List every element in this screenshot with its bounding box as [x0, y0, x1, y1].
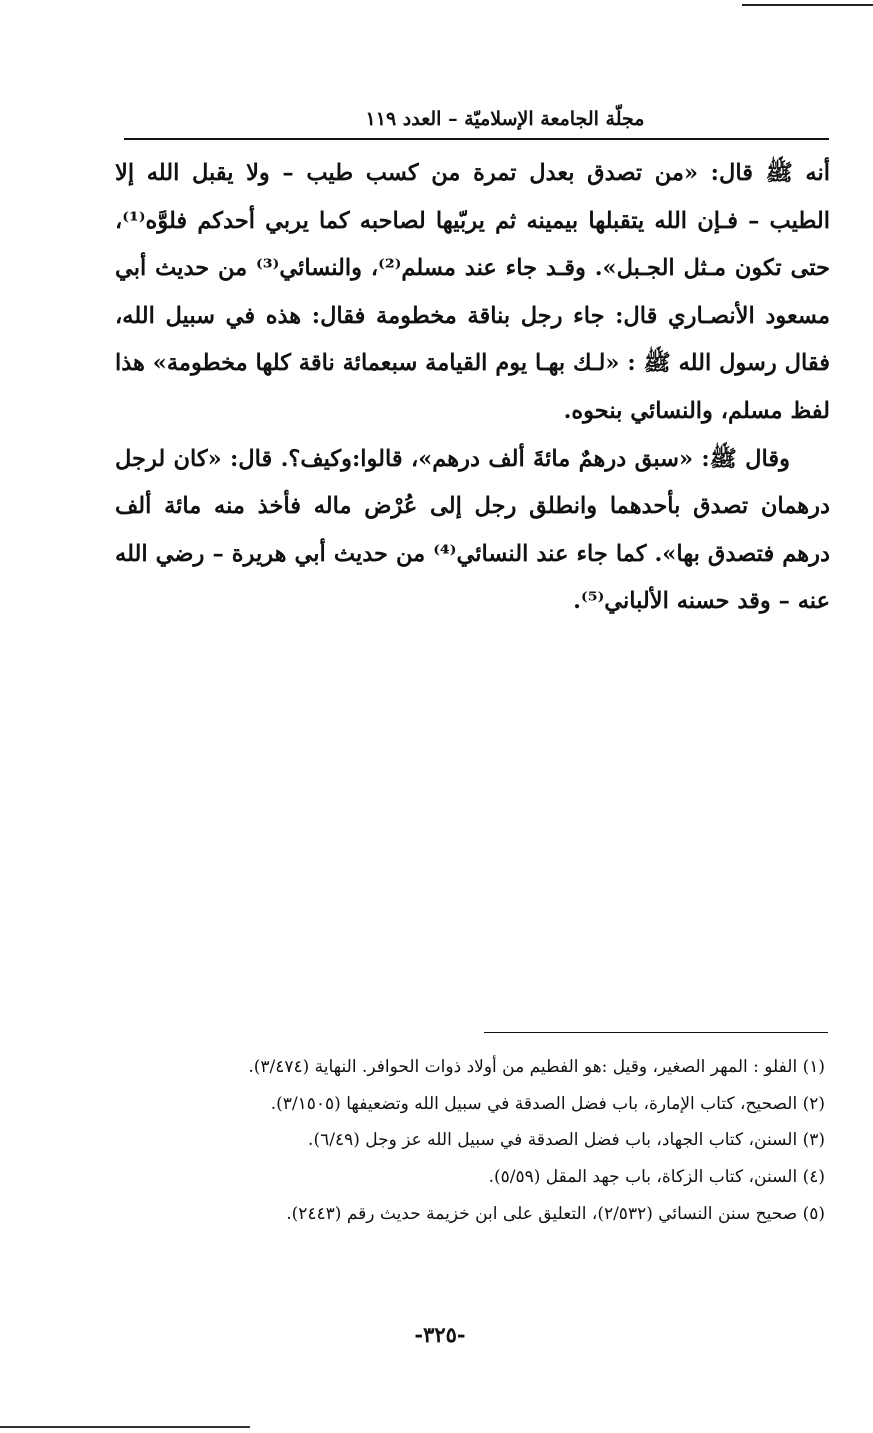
paragraph-1: أنه ﷺ قال: «من تصدق بعدل تمرة من كسب طيب – ولا يقبل الله إلا الطيب – فـإن الله يتقبلها بيمينه ثم يربّيها لصاحبه كما يربي أحدكم فلوَّه⁽¹⁾، حتى تكون مـثل الجـبل». وقـد جاء عند مسلم⁽²⁾، والنسائي⁽³⁾ من حديث أبي مسعود الأنصـاري قال: جاء رجل بناقة مخطومة فقال: هذه في سبيل الله، فقال رسول الله ﷺ : «لـك بهـا يوم القيامة سبعمائة ناقة كلها مخطومة» هذا لفظ مسلم، والنسائي بنحوه. [115, 160, 830, 424]
footnotes [100, 1049, 825, 1233]
footnote-3: (٣) السنن، كتاب الجهاد، باب فضل الصدقة في سبيل الله عز وجل (٦/٤٩). [308, 1130, 825, 1151]
scan-edge-top [742, 4, 873, 6]
footnote-4: (٤) السنن، كتاب الزكاة، باب جهد المقل (٥/٥٩). [488, 1167, 825, 1188]
footnote-separator [484, 1032, 828, 1033]
footnote-1: (١) الفلو : المهر الصغير، وقيل :هو الفطيم من أولاد ذوات الحوافر. النهاية (٣/٤٧٤). [248, 1057, 825, 1077]
paragraph-2: وقال ﷺ: «سبق درهمٌ مائةَ ألف درهم»، قالوا:وكيف؟. قال: «كان لرجل درهمان تصدق بأحدهما وانطلق رجل إلى عُرْض ماله فأخذ منه مائة ألف درهم فتصدق بها». كما جاء عند النسائي⁽⁴⁾ من حديث أبي هريرة – رضي الله عنه – وقد حسنه الألباني⁽⁵⁾. [115, 445, 830, 615]
footnote-5: (٥) صحيح سنن النسائي (٢/٥٣٢)، التعليق على ابن خزيمة حديث رقم (٢٤٤٣). [286, 1203, 825, 1224]
footnote-2: (٢) الصحيح، كتاب الإمارة، باب فضل الصدقة في سبيل الله وتضعيفها (٣/١٥٠٥). [270, 1093, 825, 1114]
running-header: مجلّة الجامعة الإسلاميّة – العدد ١١٩ [365, 108, 645, 130]
header-rule [124, 138, 829, 140]
body-text [115, 150, 830, 626]
page-number: -٣٢٥- [414, 1322, 466, 1347]
scan-edge-bottom [0, 1426, 250, 1428]
